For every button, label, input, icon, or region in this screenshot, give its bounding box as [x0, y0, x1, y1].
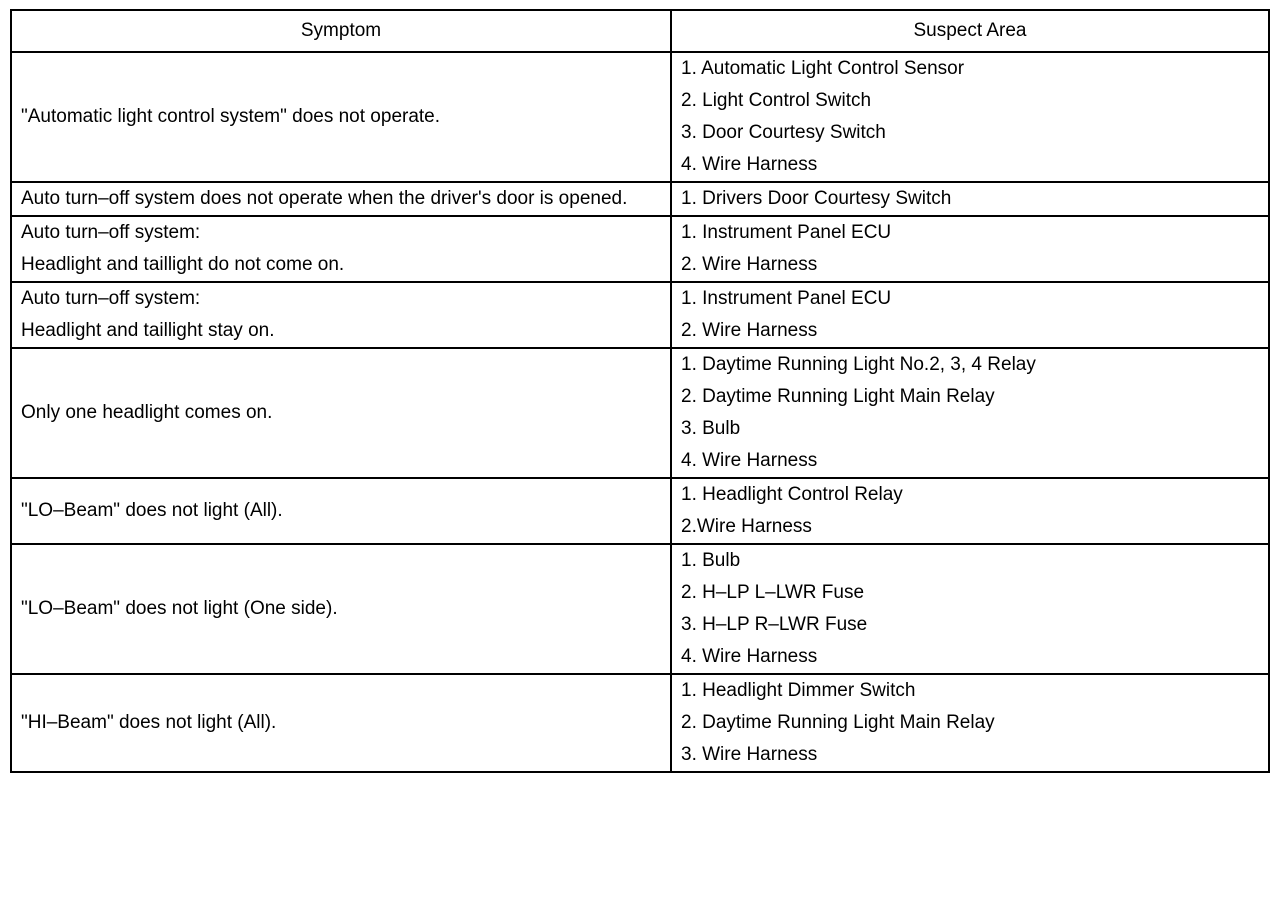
suspect-item: 3. Wire Harness [681, 744, 818, 765]
table-row [11, 52, 1269, 182]
suspect-item: 1. Bulb [681, 550, 741, 571]
suspect-item: 3. Bulb [681, 418, 741, 439]
table-row [11, 282, 1269, 348]
symptom-text: Auto turn–off system does not operate when the driver's door is opened. [21, 188, 628, 209]
suspect-item: 1. Drivers Door Courtesy Switch [681, 188, 952, 209]
symptom-cell [11, 216, 671, 282]
suspect-item: 4. Wire Harness [681, 450, 818, 471]
symptom-text: Auto turn–off system: [21, 222, 201, 243]
suspect-area-cell [671, 674, 1269, 772]
suspect-item: 1. Instrument Panel ECU [681, 222, 892, 243]
table-row [11, 478, 1269, 544]
symptom-text: Auto turn–off system: [21, 288, 201, 309]
suspect-item: 2. Wire Harness [681, 320, 818, 341]
header-suspect-area: Suspect Area [671, 10, 1269, 52]
suspect-item: 3. H–LP R–LWR Fuse [681, 614, 868, 635]
symptom-text: Headlight and taillight stay on. [21, 320, 275, 341]
header-row [11, 10, 1269, 52]
suspect-area-cell [671, 182, 1269, 216]
table-row [11, 348, 1269, 478]
table-body [11, 52, 1269, 772]
suspect-area-cell [671, 282, 1269, 348]
suspect-area-cell [671, 216, 1269, 282]
symptom-text: "LO–Beam" does not light (All). [21, 500, 283, 521]
table-row [11, 216, 1269, 282]
symptom-text: Headlight and taillight do not come on. [21, 254, 345, 275]
suspect-area-cell [671, 478, 1269, 544]
symptom-cell [11, 52, 671, 182]
symptom-cell [11, 674, 671, 772]
suspect-item: 2. Wire Harness [681, 254, 818, 275]
troubleshooting-table-container [10, 9, 1268, 773]
suspect-item: 2. Daytime Running Light Main Relay [681, 386, 995, 407]
table-row [11, 182, 1269, 216]
symptom-text: "HI–Beam" does not light (All). [21, 712, 277, 733]
symptom-text: Only one headlight comes on. [21, 402, 273, 423]
suspect-item: 4. Wire Harness [681, 646, 818, 667]
symptom-cell [11, 478, 671, 544]
symptom-cell [11, 348, 671, 478]
suspect-item: 2. H–LP L–LWR Fuse [681, 582, 865, 603]
suspect-item: 4. Wire Harness [681, 154, 818, 175]
suspect-area-cell [671, 348, 1269, 478]
header-symptom: Symptom [11, 10, 671, 52]
suspect-item: 1. Headlight Control Relay [681, 484, 903, 505]
suspect-area-cell [671, 544, 1269, 674]
suspect-item: 2. Light Control Switch [681, 90, 872, 111]
suspect-item: 1. Headlight Dimmer Switch [681, 680, 916, 701]
suspect-item: 3. Door Courtesy Switch [681, 122, 886, 143]
suspect-item: 2. Daytime Running Light Main Relay [681, 712, 995, 733]
symptom-cell [11, 282, 671, 348]
symptom-cell [11, 544, 671, 674]
suspect-item: 1. Instrument Panel ECU [681, 288, 892, 309]
suspect-item: 1. Automatic Light Control Sensor [681, 58, 965, 79]
symptom-text: "Automatic light control system" does not operate. [21, 106, 441, 127]
table-row [11, 674, 1269, 772]
symptom-cell [11, 182, 671, 216]
troubleshooting-table [10, 9, 1270, 773]
suspect-item: 1. Daytime Running Light No.2, 3, 4 Relay [681, 354, 1036, 375]
table-header [11, 10, 1269, 52]
symptom-text: "LO–Beam" does not light (One side). [21, 598, 338, 619]
suspect-item: 2.Wire Harness [681, 516, 812, 537]
table-row [11, 544, 1269, 674]
suspect-area-cell [671, 52, 1269, 182]
